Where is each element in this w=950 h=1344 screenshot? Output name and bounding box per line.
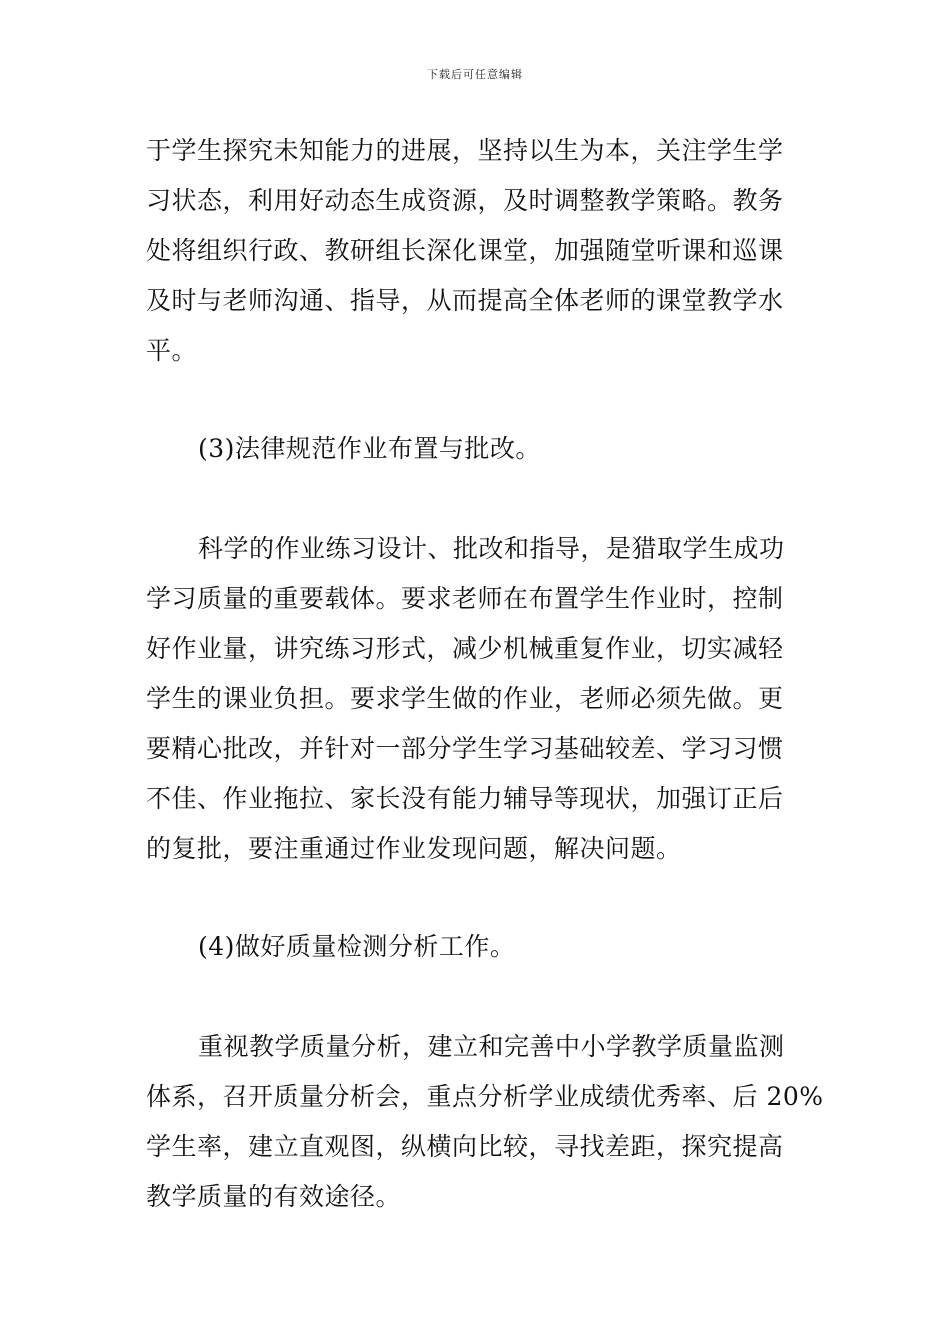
text-line: 科学的作业练习设计、批改和指导，是猎取学生成功 [198, 534, 785, 563]
text-line: 学生率，建立直观图，纵横向比较，寻找差距，探究提高 [146, 1132, 784, 1161]
text-line: 的复批，要注重通过作业发现问题，解决问题。 [146, 834, 682, 863]
text-line: 平。 [146, 336, 198, 365]
text-line: 要精心批改，并针对一部分学生学习基础较差、学习习惯 [146, 734, 784, 763]
text-line: 学习质量的重要载体。要求老师在布置学生作业时，控制 [146, 584, 784, 613]
text-line: 学生的课业负担。要求学生做的作业，老师必须先做。更 [146, 684, 784, 713]
section-heading: (4)做好质量检测分析工作。 [198, 932, 516, 961]
text-line: 处将组织行政、教研组长深化课堂，加强随堂听课和巡课 [146, 236, 784, 265]
page-header: 下载后可任意编辑 [427, 68, 523, 81]
text-line: 体系，召开质量分析会，重点分析学业成绩优秀率、后 20% [146, 1082, 824, 1111]
text-line: 教学质量的有效途径。 [146, 1182, 402, 1211]
text-line: 好作业量，讲究练习形式，减少机械重复作业，切实减轻 [146, 634, 784, 663]
section-heading: (3)法律规范作业布置与批改。 [198, 434, 541, 463]
text-line: 于学生探究未知能力的进展，坚持以生为本，关注学生学 [146, 136, 784, 165]
text-line: 习状态，利用好动态生成资源，及时调整教学策略。教务 [146, 186, 784, 215]
text-line: 及时与老师沟通、指导，从而提高全体老师的课堂教学水 [146, 286, 784, 315]
text-line: 重视教学质量分析，建立和完善中小学教学质量监测 [198, 1032, 785, 1061]
text-line: 不佳、作业拖拉、家长没有能力辅导等现状，加强订正后 [146, 784, 784, 813]
